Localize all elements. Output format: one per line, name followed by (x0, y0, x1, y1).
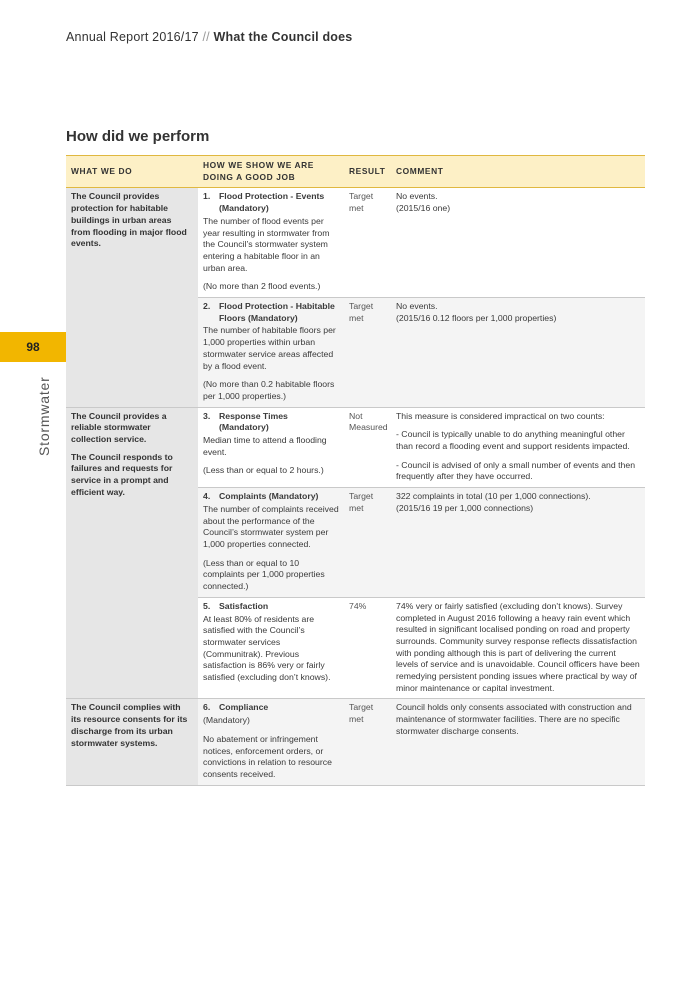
comment-cell (391, 188, 645, 298)
side-label (36, 376, 54, 456)
measure-description: The number of habitable floors per 1,000 properties within urban stormwater service areas affected by a flood event. (203, 325, 336, 371)
measure-title (203, 601, 339, 613)
measure-number: 4. (203, 491, 211, 502)
comment-line: No events. (396, 301, 438, 312)
header-result: RESULT (344, 156, 391, 188)
comment-line: 74% very or fairly satisfied (excluding don’t knows). Survey completed in August 2016 following a heavy rain event which resulted in significant localised ponding on road and property surrounds. Community survey response reflects dissatisfaction with ponding although this is part of delivering the current levels of service and is unavoidable. Council officers have been remedying persistent ponding issues where practical by way of minor maintenance or capital investment. (396, 600, 640, 693)
comment-line: - Council is typically unable to do anything meaningful other than record a flooding event and support residents impacted. (396, 429, 630, 452)
header-what: WHAT WE DO (66, 156, 198, 188)
comment-cell (391, 407, 645, 488)
header-how: HOW WE SHOW WE ARE DOING A GOOD JOB (198, 156, 344, 188)
measure-description: At least 80% of residents are satisfied with the Council’s stormwater services (Communitrak). Previous satisfaction is 86% very or fairly satisfied (excluding don’t knows). (203, 613, 331, 683)
measure-name: Satisfaction (219, 600, 269, 611)
measure-title (203, 411, 339, 434)
comment-line: This measure is considered impractical on two counts: (396, 410, 605, 421)
comment-line: No events. (396, 191, 438, 202)
result-cell: Target met (344, 298, 391, 408)
table-row (66, 699, 645, 785)
measure-number: 3. (203, 410, 211, 421)
measure-name: Compliance (219, 702, 269, 713)
measure-title (203, 702, 339, 714)
how-cell (198, 597, 344, 699)
how-cell (198, 699, 344, 785)
measure-name: Response Times (Mandatory) (219, 410, 288, 433)
side-label-text: Stormwater (36, 376, 52, 456)
how-cell (198, 188, 344, 298)
table-row (66, 188, 645, 298)
comment-cell (391, 597, 645, 699)
how-cell (198, 488, 344, 598)
what-text: The Council complies with its resource consents for its discharge from its urban stormwater systems. (71, 702, 188, 748)
measure-number: 6. (203, 702, 211, 713)
measure-target: (Less than or equal to 10 complaints per 1,000 properties connected.) (203, 557, 325, 592)
what-cell (66, 188, 198, 407)
measure-title (203, 301, 339, 324)
comment-line: 322 complaints in total (10 per 1,000 connections). (396, 491, 591, 502)
result-cell: Target met (344, 699, 391, 785)
what-cell (66, 407, 198, 699)
table-row (66, 407, 645, 488)
header-comment: COMMENT (391, 156, 645, 188)
comment-cell (391, 699, 645, 785)
measure-description: Median time to attend a flooding event. (203, 435, 327, 457)
measure-subtitle: (Mandatory) (203, 715, 250, 726)
measure-number: 2. (203, 301, 211, 312)
measure-name: Complaints (Mandatory) (219, 491, 319, 502)
comment-cell (391, 298, 645, 408)
measure-target: (Less than or equal to 2 hours.) (203, 465, 324, 476)
what-text: The Council responds to failures and requests for service in a prompt and efficient way. (71, 451, 173, 497)
what-text: The Council provides protection for habitable buildings in urban areas from flooding in major flood events. (71, 191, 187, 249)
how-cell (198, 407, 344, 488)
header-separator: // (202, 30, 210, 44)
measure-description: The number of flood events per year resulting in stormwater from the Council’s stormwater system entering a habitable floor in an urban area. (203, 215, 330, 273)
measure-description: The number of complaints received about the performance of the Council’s stormwater system per 1,000 properties connected. (203, 503, 339, 549)
measure-description: No abatement or infringement notices, enforcement orders, or convictions in relation to resource consents received. (203, 733, 332, 779)
what-cell (66, 699, 198, 785)
header-section: What the Council does (213, 30, 353, 44)
comment-line: (2015/16 19 per 1,000 connections) (396, 502, 534, 513)
page-number-tab (0, 332, 66, 362)
comment-line: Council holds only consents associated with construction and maintenance of stormwater facilities. There are no specific stormwater discharge consents. (396, 702, 632, 736)
measure-number: 5. (203, 600, 211, 611)
measure-name: Flood Protection - Habitable Floors (Mandatory) (219, 301, 335, 323)
running-header (66, 30, 352, 44)
measure-title (203, 491, 339, 503)
performance-table (66, 155, 645, 786)
what-text: The Council provides a reliable stormwater collection service. (71, 410, 167, 445)
measure-name: Flood Protection - Events (Mandatory) (219, 191, 325, 214)
how-cell (198, 298, 344, 408)
measure-title (203, 191, 339, 214)
measure-number: 1. (203, 191, 211, 202)
measure-target: (No more than 2 flood events.) (203, 281, 321, 292)
result-cell: Target met (344, 488, 391, 598)
comment-cell (391, 488, 645, 598)
page-number: 98 (26, 340, 40, 354)
comment-line: (2015/16 one) (396, 203, 451, 214)
result-cell: Not Measured (344, 407, 391, 488)
table-header-row (66, 156, 645, 188)
section-title: How did we perform (66, 128, 210, 145)
comment-line: (2015/16 0.12 floors per 1,000 properties) (396, 312, 557, 323)
result-cell: Target met (344, 188, 391, 298)
comment-line: - Council is advised of only a small number of events and then frequently after they have occurred. (396, 459, 636, 482)
result-cell: 74% (344, 597, 391, 699)
report-title: Annual Report 2016/17 (66, 30, 199, 44)
measure-target: (No more than 0.2 habitable floors per 1,000 properties.) (203, 379, 335, 401)
